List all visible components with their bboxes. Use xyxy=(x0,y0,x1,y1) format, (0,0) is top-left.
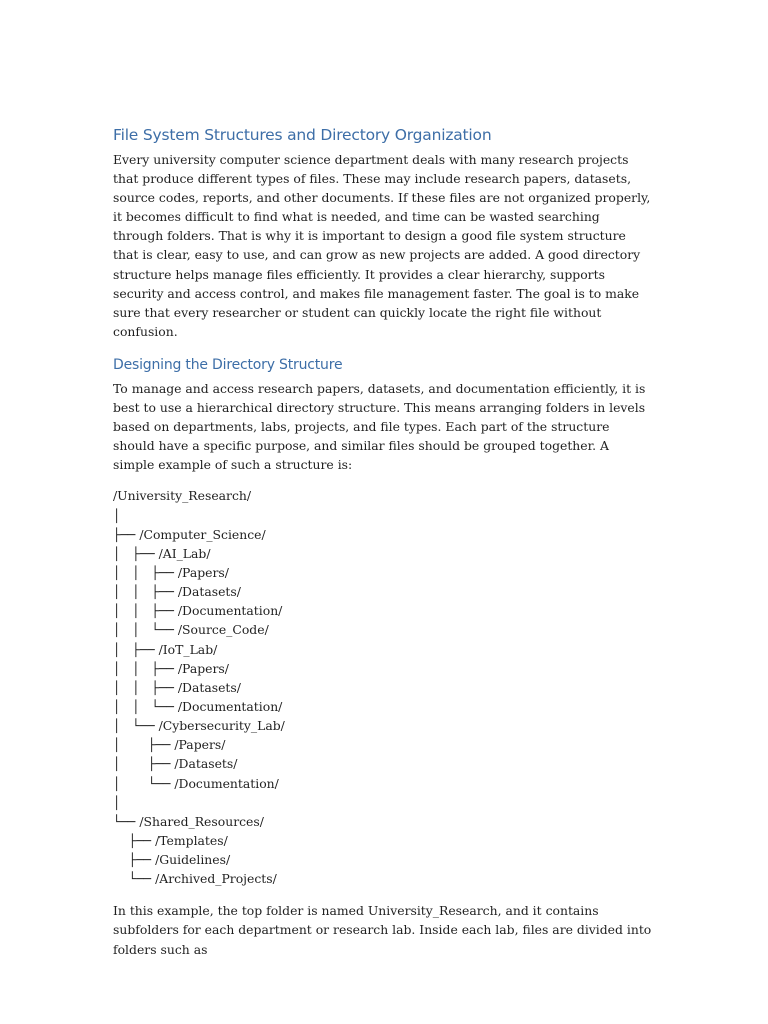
tree-line: ├── /Computer_Science/ xyxy=(113,526,266,542)
tree-line: │ ├── /Papers/ xyxy=(113,737,226,753)
tree-line: │ │ └── /Source_Code/ xyxy=(113,622,269,638)
tree-line: │ └── /Documentation/ xyxy=(113,775,279,791)
directory-tree xyxy=(113,486,653,888)
section-heading: Designing the Directory Structure xyxy=(113,356,343,373)
tree-line: └── /Archived_Projects/ xyxy=(113,871,277,887)
intro-paragraph: Every university computer science department deals with many research projects that produce different types of files. These may include research papers, datasets, source codes, reports, and other documents. If these files are not organized properly, it becomes difficult to find what is needed, and time can be wasted searching through folders. That is why it is important to design a good file system structure that is clear, easy to use, and can grow as new projects are added. A good directory structure helps manage files efficiently. It provides a clear hierarchy, supports security and access control, and makes file management faster. The goal is to make sure that every researcher or student can quickly locate the right file without confusion. xyxy=(113,152,651,339)
document-title: File System Structures and Directory Organization xyxy=(113,126,492,144)
tree-line: │ │ ├── /Datasets/ xyxy=(113,584,241,600)
tree-line: │ └── /Cybersecurity_Lab/ xyxy=(113,718,285,734)
closing-paragraph: In this example, the top folder is named University_Research, and it contains subfolders for each department or research lab. Inside each lab, files are divided into folders such as xyxy=(113,903,652,957)
tree-line: ├── /Templates/ xyxy=(113,832,228,848)
tree-line: │ ├── /AI_Lab/ xyxy=(113,545,211,561)
tree-line: │ xyxy=(113,507,121,523)
tree-line: │ │ ├── /Documentation/ xyxy=(113,603,283,619)
document-page xyxy=(113,124,653,959)
tree-line: │ ├── /IoT_Lab/ xyxy=(113,641,218,657)
tree-line: │ ├── /Datasets/ xyxy=(113,756,238,772)
tree-line: │ │ ├── /Papers/ xyxy=(113,660,229,676)
tree-line: │ │ ├── /Datasets/ xyxy=(113,679,241,695)
section-paragraph: To manage and access research papers, datasets, and documentation efficiently, it is best to use a hierarchical directory structure. This means arranging folders in levels based on departments, labs, projects, and file types. Each part of the structure should have a specific purpose, and similar files should be grouped together. A simple example of such a structure is: xyxy=(113,380,646,473)
tree-line: │ xyxy=(113,794,121,810)
tree-line: └── /Shared_Resources/ xyxy=(113,813,264,829)
tree-line: /University_Research/ xyxy=(113,488,252,504)
tree-line: ├── /Guidelines/ xyxy=(113,852,231,868)
tree-line: │ │ └── /Documentation/ xyxy=(113,698,283,714)
tree-line: │ │ ├── /Papers/ xyxy=(113,564,229,580)
